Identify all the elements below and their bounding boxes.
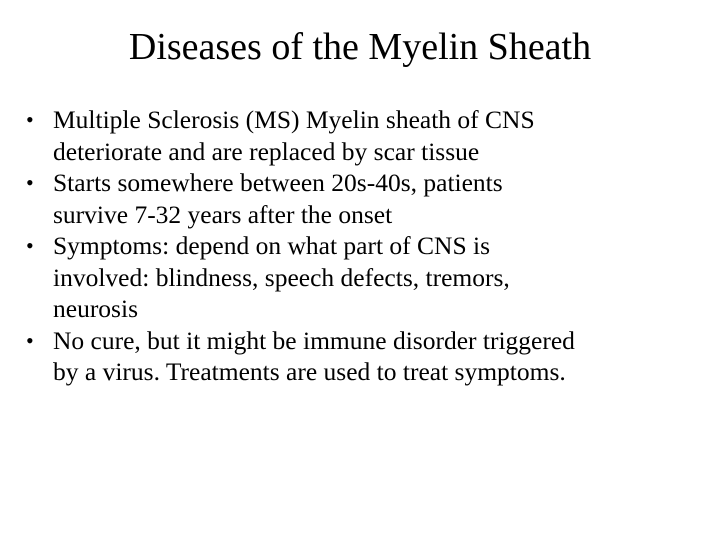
bullet-text-line: Multiple Sclerosis (MS) Myelin sheath of CNS [53,105,535,134]
bullet-marker: • [26,327,34,353]
bullet-marker: • [26,170,34,195]
bullet-text-line: deteriorate and are replaced by scar tissue [53,136,480,166]
slide-title: Diseases of the Myelin Sheath [128,26,592,68]
bullet-text-line: No cure, but it might be immune disorder triggered [53,325,575,355]
bullet-list [26,104,716,388]
bullet-text-line: survive 7-32 years after the onset [53,199,393,229]
bullet-text-line: neurosis [53,294,138,323]
bullet-text-line: by a virus. Treatments are used to treat symptoms. [53,357,566,386]
bullet-text-line: Symptoms: depend on what part of CNS is [53,231,491,260]
bullet-marker: • [26,233,34,258]
bullet-marker: • [26,107,34,132]
bullet-text-line: Starts somewhere between 20s-40s, patients [53,168,503,197]
bullet-item-onset [26,167,716,230]
bullet-item-symptoms [26,230,716,325]
bullet-item-ms [26,104,716,167]
bullet-text-line: involved: blindness, speech defects, tremors, [53,262,510,292]
bullet-item-treatment [26,325,716,388]
